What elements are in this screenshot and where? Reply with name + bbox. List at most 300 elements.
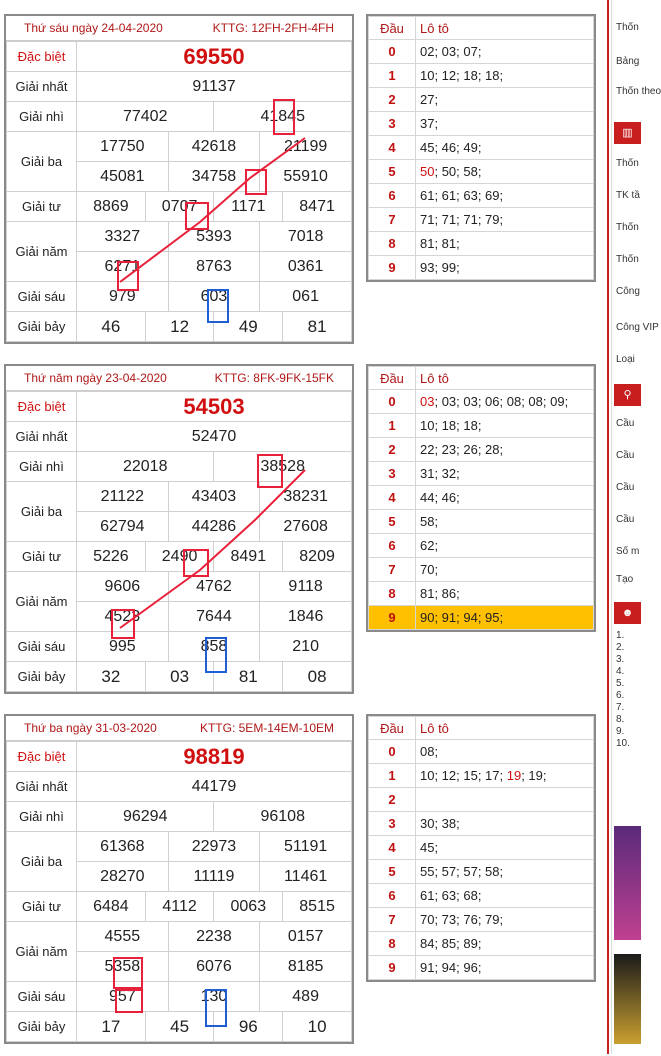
- loto-row: [369, 884, 594, 908]
- ranking-number: 10.: [616, 738, 630, 749]
- prize-number: 2490: [145, 542, 214, 572]
- prize-number: 6271: [77, 252, 169, 282]
- loto-row: [369, 184, 594, 208]
- prize-number: 8869: [77, 192, 146, 222]
- ranking-number: 7.: [616, 702, 625, 713]
- loto-values: [416, 136, 594, 160]
- loto-rest: 70; 73; 76; 79;: [420, 912, 504, 927]
- loto-rest: 81; 81;: [420, 236, 460, 251]
- prize-number: 8763: [168, 252, 260, 282]
- prize-number: 98819: [77, 742, 352, 772]
- prize-number: 96: [214, 1012, 283, 1042]
- prize-number: 2238: [168, 922, 260, 952]
- dau-digit: 9: [369, 256, 416, 280]
- prize-number: 8209: [283, 542, 352, 572]
- prize-number: 3327: [77, 222, 169, 252]
- loto-rest: 62;: [420, 538, 439, 553]
- prize-row: [7, 392, 352, 422]
- loto-values: [416, 40, 594, 64]
- sidebar-link[interactable]: Loại: [616, 354, 635, 365]
- prize-row: [7, 422, 352, 452]
- loto-values: [416, 606, 594, 630]
- loto-row: [369, 136, 594, 160]
- prize-number: 603: [168, 282, 260, 312]
- loto-rest: 93; 99;: [420, 260, 460, 275]
- prize-number: 979: [77, 282, 169, 312]
- loto-row: [369, 232, 594, 256]
- loto-header-label: Lô tô: [416, 17, 594, 40]
- loto-row: [369, 414, 594, 438]
- dau-header: Đầu: [369, 717, 416, 740]
- prize-row: [7, 482, 352, 512]
- loto-row: [369, 558, 594, 582]
- search-icon: ⚲: [614, 384, 641, 406]
- prize-label: Giải sáu: [7, 982, 77, 1012]
- prize-number: 41845: [214, 102, 352, 132]
- loto-values: [416, 740, 594, 764]
- dau-digit: 1: [369, 764, 416, 788]
- dau-digit: 9: [369, 956, 416, 980]
- loto-values: [416, 112, 594, 136]
- prize-number: 6484: [77, 892, 146, 922]
- prize-number: 54503: [77, 392, 352, 422]
- prize-number: 42618: [168, 132, 260, 162]
- prize-number: 1171: [214, 192, 283, 222]
- loto-rest: 61; 61; 63; 69;: [420, 188, 504, 203]
- sidebar-link[interactable]: Cầu: [616, 418, 635, 429]
- prize-number: 32: [77, 662, 146, 692]
- loto-values: [416, 88, 594, 112]
- loto-row: [369, 256, 594, 280]
- loto-row: [369, 812, 594, 836]
- loto-row: [369, 390, 594, 414]
- prize-number: 62794: [77, 512, 169, 542]
- loto-rest: 22; 23; 26; 28;: [420, 442, 504, 457]
- prize-number: 1846: [260, 602, 352, 632]
- prize-number: 38231: [260, 482, 352, 512]
- prize-number: 17: [77, 1012, 146, 1042]
- loto-values: [416, 956, 594, 980]
- loto-values: [416, 558, 594, 582]
- loto-header-label: Lô tô: [416, 367, 594, 390]
- dau-digit: 2: [369, 788, 416, 812]
- prize-label: Giải tư: [7, 192, 77, 222]
- loto-rest: 02; 03; 07;: [420, 44, 482, 59]
- prize-number: 4112: [145, 892, 214, 922]
- sidebar-link[interactable]: Thốn: [616, 158, 639, 169]
- loto-rest: 61; 63; 68;: [420, 888, 482, 903]
- dau-header: Đầu: [369, 17, 416, 40]
- ranking-number: 5.: [616, 678, 625, 689]
- dau-digit: 8: [369, 232, 416, 256]
- prize-label: Giải nhất: [7, 72, 77, 102]
- prize-number: 061: [260, 282, 352, 312]
- draw-kttg: KTTG: 5EM-14EM-10EM: [199, 721, 334, 735]
- prize-row: [7, 922, 352, 952]
- dau-digit: 3: [369, 112, 416, 136]
- prize-number: 995: [77, 632, 169, 662]
- dau-digit: 4: [369, 136, 416, 160]
- prize-number: 0157: [260, 922, 352, 952]
- loto-values: [416, 390, 594, 414]
- prize-number: 38528: [214, 452, 352, 482]
- prize-number: 10: [283, 1012, 352, 1042]
- prize-row: [7, 452, 352, 482]
- prize-row: [7, 102, 352, 132]
- prize-row: [7, 1012, 352, 1042]
- prize-number: 210: [260, 632, 352, 662]
- loto-values: [416, 160, 594, 184]
- prize-label: Giải nhì: [7, 452, 77, 482]
- dau-digit: 8: [369, 582, 416, 606]
- prize-table: [4, 714, 354, 1044]
- ranking-number: 1.: [616, 630, 625, 641]
- prize-table: [4, 14, 354, 344]
- loto-row: [369, 740, 594, 764]
- loto-special: 50: [420, 164, 435, 179]
- prize-number: 96108: [214, 802, 352, 832]
- prize-number: 0361: [260, 252, 352, 282]
- loto-values: [416, 438, 594, 462]
- loto-rest: 27;: [420, 92, 439, 107]
- loto-table: [366, 14, 596, 282]
- prize-row: [7, 632, 352, 662]
- prize-row: [7, 572, 352, 602]
- loto-values: [416, 414, 594, 438]
- loto-rest: 08;: [420, 744, 439, 759]
- prize-number: 9606: [77, 572, 169, 602]
- sidebar-link[interactable]: Công: [616, 286, 640, 297]
- loto-row: [369, 764, 594, 788]
- sidebar-link[interactable]: TK tầ: [616, 190, 640, 201]
- prize-number: 21122: [77, 482, 169, 512]
- prize-number: 44286: [168, 512, 260, 542]
- dau-digit: 3: [369, 812, 416, 836]
- loto-header-label: Lô tô: [416, 717, 594, 740]
- prize-number: 27608: [260, 512, 352, 542]
- prize-number: 81: [283, 312, 352, 342]
- result-block: [4, 714, 634, 1056]
- dau-header: Đầu: [369, 367, 416, 390]
- ranking-number: 6.: [616, 690, 625, 701]
- prize-number: 77402: [77, 102, 214, 132]
- prize-number: 0063: [214, 892, 283, 922]
- loto-header: [369, 717, 594, 740]
- loto-values: [416, 860, 594, 884]
- loto-rest: 37;: [420, 116, 439, 131]
- users-icon: ☻: [614, 602, 641, 624]
- prize-label: Đặc biệt: [7, 392, 77, 422]
- loto-row: [369, 908, 594, 932]
- prize-number: 46: [77, 312, 146, 342]
- sidebar-divider: [607, 0, 609, 1054]
- prize-label: Giải ba: [7, 832, 77, 892]
- prize-label: Giải tư: [7, 892, 77, 922]
- prize-number: 12: [145, 312, 214, 342]
- prize-label: Giải ba: [7, 132, 77, 192]
- sidebar-link[interactable]: Cầu: [616, 482, 635, 493]
- loto-values: [416, 462, 594, 486]
- prize-row: [7, 982, 352, 1012]
- loto-rest: 84; 85; 89;: [420, 936, 482, 951]
- loto-row: [369, 88, 594, 112]
- prize-label: Giải năm: [7, 222, 77, 282]
- loto-values: [416, 932, 594, 956]
- sidebar-link[interactable]: Số m: [616, 546, 640, 557]
- prize-row: [7, 772, 352, 802]
- loto-after: ; 19;: [521, 768, 547, 783]
- prize-row: [7, 662, 352, 692]
- loto-rest: 81; 86;: [420, 586, 460, 601]
- sidebar-link[interactable]: Thốn: [616, 254, 639, 265]
- dau-digit: 0: [369, 40, 416, 64]
- ranking-number: 3.: [616, 654, 625, 665]
- dau-digit: 0: [369, 740, 416, 764]
- ranking-number: 2.: [616, 642, 625, 653]
- loto-values: [416, 764, 594, 788]
- prize-number: 28270: [77, 862, 169, 892]
- prize-number: 81: [214, 662, 283, 692]
- loto-rest: 10; 18; 18;: [420, 418, 482, 433]
- loto-values: [416, 510, 594, 534]
- dau-digit: 1: [369, 414, 416, 438]
- loto-rest: ; 03; 03; 06; 08; 08; 09;: [434, 394, 569, 409]
- result-block: [4, 14, 634, 356]
- right-sidebar: [611, 0, 661, 1054]
- prize-number: 8491: [214, 542, 283, 572]
- loto-row: [369, 932, 594, 956]
- draw-kttg: KTTG: 8FK-9FK-15FK: [214, 371, 334, 385]
- prize-number: 489: [260, 982, 352, 1012]
- dau-digit: 7: [369, 908, 416, 932]
- sidebar-link[interactable]: Thốn: [616, 22, 639, 33]
- prize-label: Giải bảy: [7, 662, 77, 692]
- prize-number: 5393: [168, 222, 260, 252]
- loto-table: [366, 364, 596, 632]
- sidebar-link[interactable]: Cầu: [616, 450, 635, 461]
- prize-label: Đặc biệt: [7, 742, 77, 772]
- prize-row: [7, 72, 352, 102]
- prize-number: 96294: [77, 802, 214, 832]
- loto-values: [416, 232, 594, 256]
- prize-number: 4762: [168, 572, 260, 602]
- loto-special: 19: [506, 768, 522, 783]
- loto-rest: ; 50; 58;: [434, 164, 482, 179]
- sidebar-link[interactable]: Bảng: [616, 56, 640, 67]
- prize-label: Giải năm: [7, 572, 77, 632]
- loto-values: [416, 256, 594, 280]
- draw-date[interactable]: Thứ ba ngày 31-03-2020: [24, 721, 157, 735]
- loto-rest: 45; 46; 49;: [420, 140, 482, 155]
- prize-row: [7, 282, 352, 312]
- sidebar-link[interactable]: Thốn theo: [616, 86, 661, 97]
- loto-row: [369, 582, 594, 606]
- draw-date[interactable]: Thứ sáu ngày 24-04-2020: [24, 21, 163, 35]
- prize-number: 61368: [77, 832, 169, 862]
- prize-number: 4555: [77, 922, 169, 952]
- prize-number: 7644: [168, 602, 260, 632]
- ranking-number: 8.: [616, 714, 625, 725]
- prize-number: 8515: [283, 892, 352, 922]
- sidebar-banner-ad[interactable]: [614, 954, 641, 1044]
- chart-icon: ▥: [614, 122, 641, 144]
- prize-number: 9118: [260, 572, 352, 602]
- dau-digit: 0: [369, 390, 416, 414]
- sidebar-link[interactable]: Thốn: [616, 222, 639, 233]
- loto-rest: 10; 12; 15; 17;: [420, 768, 507, 783]
- draw-header: [6, 366, 352, 391]
- dau-digit: 3: [369, 462, 416, 486]
- dau-digit: 1: [369, 64, 416, 88]
- loto-header: [369, 367, 594, 390]
- prize-number: 45081: [77, 162, 169, 192]
- draw-header: [6, 16, 352, 41]
- prize-number: 0707: [145, 192, 214, 222]
- dau-digit: 8: [369, 932, 416, 956]
- loto-row: [369, 956, 594, 980]
- prize-label: Giải năm: [7, 922, 77, 982]
- prize-label: Giải sáu: [7, 282, 77, 312]
- loto-values: [416, 184, 594, 208]
- prize-row: [7, 742, 352, 772]
- prize-label: Giải nhì: [7, 802, 77, 832]
- prize-row: [7, 42, 352, 72]
- prize-number: 5226: [77, 542, 146, 572]
- prize-row: [7, 222, 352, 252]
- loto-rest: 58;: [420, 514, 439, 529]
- loto-header: [369, 17, 594, 40]
- loto-values: [416, 836, 594, 860]
- loto-values: [416, 208, 594, 232]
- prize-label: Giải ba: [7, 482, 77, 542]
- loto-row: [369, 160, 594, 184]
- prize-row: [7, 802, 352, 832]
- sidebar-link[interactable]: Cầu: [616, 514, 635, 525]
- prize-number: 11461: [260, 862, 352, 892]
- prize-number: 8471: [283, 192, 352, 222]
- prize-label: Giải nhất: [7, 772, 77, 802]
- prize-number: 7018: [260, 222, 352, 252]
- prize-number: 17750: [77, 132, 169, 162]
- loto-values: [416, 534, 594, 558]
- loto-values: [416, 788, 594, 812]
- ranking-number: 4.: [616, 666, 625, 677]
- prize-number: 55910: [260, 162, 352, 192]
- prize-number: 52470: [77, 422, 352, 452]
- prize-number: 5358: [77, 952, 169, 982]
- draw-kttg: KTTG: 12FH-2FH-4FH: [212, 21, 334, 35]
- prize-number: 4523: [77, 602, 169, 632]
- dau-digit: 6: [369, 884, 416, 908]
- loto-row: [369, 788, 594, 812]
- prize-number: 130: [168, 982, 260, 1012]
- loto-row: [369, 534, 594, 558]
- dau-digit: 4: [369, 486, 416, 510]
- loto-rest: 31; 32;: [420, 466, 460, 481]
- loto-row: [369, 606, 594, 630]
- loto-table: [366, 714, 596, 982]
- prize-row: [7, 312, 352, 342]
- prize-row: [7, 542, 352, 572]
- prize-number: 858: [168, 632, 260, 662]
- result-block: [4, 364, 634, 706]
- dau-digit: 6: [369, 534, 416, 558]
- prize-label: Giải bảy: [7, 1012, 77, 1042]
- prize-row: [7, 892, 352, 922]
- loto-row: [369, 510, 594, 534]
- dau-digit: 6: [369, 184, 416, 208]
- prize-number: 45: [145, 1012, 214, 1042]
- prize-number: 21199: [260, 132, 352, 162]
- loto-values: [416, 884, 594, 908]
- prize-number: 43403: [168, 482, 260, 512]
- loto-values: [416, 908, 594, 932]
- loto-special: 03: [420, 394, 435, 409]
- loto-row: [369, 208, 594, 232]
- dau-digit: 2: [369, 438, 416, 462]
- prize-number: 08: [283, 662, 352, 692]
- prize-label: Giải sáu: [7, 632, 77, 662]
- loto-row: [369, 836, 594, 860]
- prize-label: Giải nhất: [7, 422, 77, 452]
- prize-label: Giải nhì: [7, 102, 77, 132]
- loto-values: [416, 64, 594, 88]
- loto-row: [369, 860, 594, 884]
- prize-label: Giải tư: [7, 542, 77, 572]
- loto-row: [369, 112, 594, 136]
- prize-number: 44179: [77, 772, 352, 802]
- loto-values: [416, 582, 594, 606]
- loto-rest: 10; 12; 18; 18;: [420, 68, 504, 83]
- dau-digit: 5: [369, 510, 416, 534]
- loto-rest: 91; 94; 96;: [420, 960, 482, 975]
- dau-digit: 2: [369, 88, 416, 112]
- loto-rest: 45;: [420, 840, 439, 855]
- loto-row: [369, 486, 594, 510]
- prize-table: [4, 364, 354, 694]
- sidebar-banner-ad[interactable]: [614, 826, 641, 940]
- prize-number: 8185: [260, 952, 352, 982]
- draw-date[interactable]: Thứ năm ngày 23-04-2020: [24, 371, 167, 385]
- loto-values: [416, 812, 594, 836]
- dau-digit: 7: [369, 558, 416, 582]
- dau-digit: 9: [369, 606, 416, 630]
- prize-row: [7, 832, 352, 862]
- prize-number: 22973: [168, 832, 260, 862]
- loto-rest: 70;: [420, 562, 439, 577]
- prize-number: 69550: [77, 42, 352, 72]
- loto-values: [416, 486, 594, 510]
- prize-number: 91137: [77, 72, 352, 102]
- loto-row: [369, 462, 594, 486]
- prize-label: Đặc biệt: [7, 42, 77, 72]
- prize-number: 11119: [168, 862, 260, 892]
- loto-row: [369, 438, 594, 462]
- loto-rest: 71; 71; 71; 79;: [420, 212, 504, 227]
- dau-digit: 5: [369, 160, 416, 184]
- loto-row: [369, 40, 594, 64]
- loto-rest: 55; 57; 57; 58;: [420, 864, 504, 879]
- sidebar-link[interactable]: Công VIP: [616, 322, 659, 333]
- prize-number: 6076: [168, 952, 260, 982]
- ranking-number: 9.: [616, 726, 625, 737]
- sidebar-link[interactable]: Tạo: [616, 574, 634, 585]
- prize-number: 49: [214, 312, 283, 342]
- prize-row: [7, 192, 352, 222]
- prize-number: 957: [77, 982, 169, 1012]
- loto-rest: 30; 38;: [420, 816, 460, 831]
- prize-row: [7, 132, 352, 162]
